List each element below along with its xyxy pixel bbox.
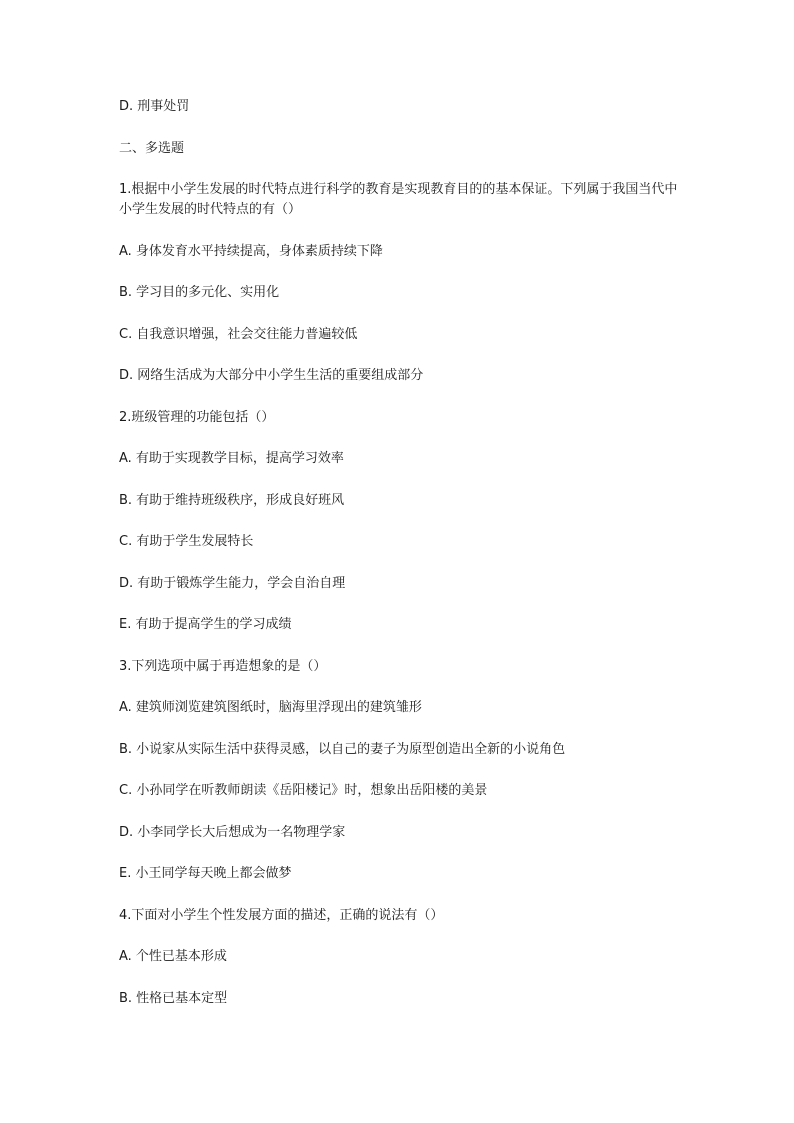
question-option: B. 性格已基本定型 — [119, 990, 228, 1006]
question-option: A. 建筑师浏览建筑图纸时，脑海里浮现出的建筑雏形 — [119, 700, 422, 715]
question-option: A. 有助于实现教学目标，提高学习效率 — [119, 451, 344, 466]
question-option: E. 有助于提高学生的学习成绩 — [119, 617, 292, 632]
question-stem: 1.根据中小学生发展的时代特点进行科学的教育是实现教育目的的基本保证。下列属于我国当代中小学生发展的时代特点的有（） — [119, 182, 678, 217]
question-option: C. 有助于学生发展特长 — [119, 534, 254, 549]
question-option: C. 自我意识增强，社会交往能力普遍较低 — [119, 326, 358, 342]
question-option: A. 个性已基本形成 — [119, 949, 227, 964]
question-option: B. 小说家从实际生活中获得灵感，以自己的妻子为原型创造出全新的小说角色 — [119, 741, 566, 757]
question-stem: 4.下面对小学生个性发展方面的描述，正确的说法有（） — [119, 907, 444, 923]
document-page — [119, 97, 679, 1030]
question-option: B. 学习目的多元化、实用化 — [119, 285, 280, 300]
question-option: D. 小李同学长大后想成为一名物理学家 — [119, 824, 346, 840]
question-option: D. 网络生活成为大部分中小学生生活的重要组成部分 — [119, 368, 424, 383]
question-stem: 2.班级管理的功能包括（） — [119, 409, 275, 425]
question-option: C. 小孙同学在听教师朗读《岳阳楼记》时，想象出岳阳楼的美景 — [119, 783, 488, 798]
question-option: A. 身体发育水平持续提高，身体素质持续下降 — [119, 243, 383, 259]
section-title: 二、多选题 — [119, 140, 185, 156]
question-option: B. 有助于维持班级秩序，形成良好班风 — [119, 492, 345, 508]
previous-option: D. 刑事处罚 — [119, 99, 190, 114]
question-option: E. 小王同学每天晚上都会做梦 — [119, 866, 292, 881]
question-stem: 3.下列选项中属于再造想象的是（） — [119, 658, 327, 674]
question-option: D. 有助于锻炼学生能力，学会自治自理 — [119, 575, 346, 591]
